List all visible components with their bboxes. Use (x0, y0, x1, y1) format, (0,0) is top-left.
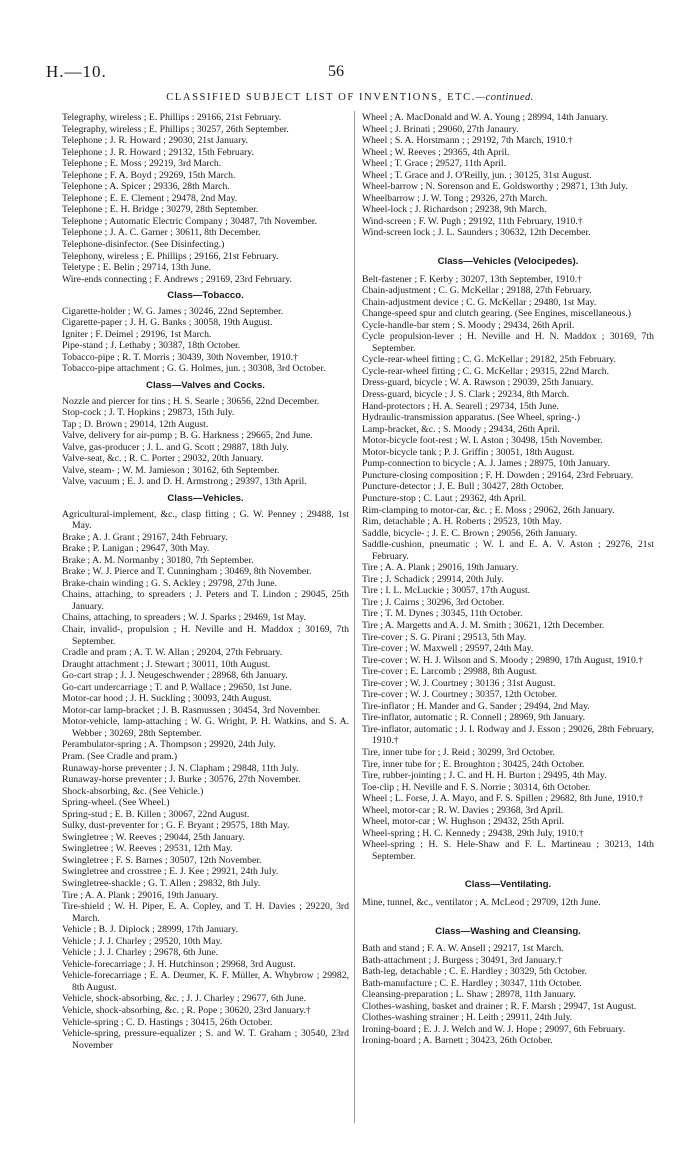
list-entry: Cleansing-preparation ; L. Shaw ; 28978, 11th January. (362, 989, 576, 1001)
list-entry: Tire-cover ; S. G. Pirani ; 29513, 5th May. (362, 631, 527, 643)
list-entry: Motor-car lamp-bracket ; J. B. Rasmussen ; 30454, 3rd November. (62, 704, 321, 716)
left-column (62, 112, 349, 1051)
list-entry: Swingletree ; W. Reeves ; 29044, 25th January. (62, 831, 245, 843)
list-entry: Tire-cover ; W. J. Courtney ; 30136 ; 31st August. (362, 677, 556, 689)
list-entry: Bath and stand ; F. A. W. Ansell ; 29217, 1st March. (362, 943, 564, 955)
list-entry: Brake ; P. Lanigan ; 29647, 30th May. (62, 543, 210, 555)
ventilating-list (362, 897, 654, 909)
list-entry: Vehicle-forecarriage ; J. H. Hutchinson ; 29968, 3rd August. (62, 958, 296, 970)
page-title-suffix: —continued. (475, 92, 534, 103)
list-entry: Sulky, dust-preventer for ; G. F. Bryant ; 29575, 18th May. (62, 820, 290, 832)
list-entry: Tire ; A. A. Plank ; 29016, 19th January. (62, 889, 219, 901)
list-entry: Ironing-board ; E. J. J. Welch and W. J. Hope ; 29097, 6th February. (362, 1023, 626, 1035)
list-entry: Motor-bicycle foot-rest ; W. I. Aston ; 30498, 15th November. (362, 435, 603, 447)
list-entry: Telegraphy, wireless ; E. Phillips ; 30257, 26th September. (62, 123, 289, 135)
right-column (362, 112, 654, 1047)
list-entry: Toe-clip ; H. Neville and F. S. Norrie ; 30314, 6th October. (362, 781, 591, 793)
list-entry: Cycle-handle-bar stem ; S. Moody ; 29434, 26th April. (362, 319, 575, 331)
list-entry: Telephone ; E. H. Bridge ; 30279, 28th September. (62, 204, 259, 216)
document-reference: H.—10. (46, 62, 107, 81)
list-entry: Tire ; T. M. Dynes ; 30345, 11th October. (362, 608, 523, 620)
list-entry: Brake ; A. J. Grant ; 29167, 24th February. (62, 531, 228, 543)
list-entry: Tire, rubber-jointing ; J. C. and H. H. Burton ; 29495, 4th May. (362, 770, 607, 782)
list-entry: Chain-adjustment device ; C. G. McKellar ; 29480, 1st May. (362, 296, 597, 308)
list-entry: Telephony, wireless ; E. Phillips ; 29166, 21st February. (62, 250, 279, 262)
tobacco-list (62, 306, 349, 375)
list-entry: Go-cart undercarriage ; T. and P. Wallace ; 29650, 1st June. (62, 681, 292, 693)
list-entry: Saddle-cushion, pneumatic ; W. I. and E. A. V. Aston ; 29276, 21st February. (362, 539, 654, 562)
list-entry: Vehicle-forecarriage ; E. A. Deumer, K. F. Müller, A. Whybrow ; 29982, 8th August. (62, 970, 349, 993)
list-entry: Puncture-detector ; J. E. Bull ; 30427, 28th October. (362, 481, 564, 493)
list-entry: Tire-cover ; E. Larcomb ; 29988, 8th August. (362, 666, 538, 678)
list-entry: Hydraulic-transmission apparatus. (See Wheel, spring-.) (362, 412, 580, 424)
list-entry: Wheel-barrow ; N. Sorenson and E. Goldsworthy ; 29871, 13th July. (362, 181, 628, 193)
list-entry: Puncture-closing composition ; F. H. Dowden ; 29164, 23rd February. (362, 469, 634, 481)
list-entry: Tire-inflator ; H. Mander and G. Sander ; 29494, 2nd May. (362, 700, 590, 712)
list-entry: Swingletree and crosstree ; E. J. Kee ; 29921, 24th July. (62, 866, 279, 878)
page-title (0, 92, 700, 103)
list-entry: Brake ; W. J. Pierce and T. Cunningham ; 30469, 8th November. (62, 566, 312, 578)
valves-list (62, 396, 349, 488)
list-entry: Tire-inflator, automatic ; R. Connell ; 28969, 9th January. (362, 712, 586, 724)
page-title-text: CLASSIFIED SUBJECT LIST OF INVENTIONS, ETC. (166, 92, 476, 103)
section-heading-tobacco: Class—Tobacco. (167, 290, 244, 302)
list-entry: Telephone-disinfector. (See Disinfecting.) (62, 239, 225, 251)
list-entry: Mine, tunnel, &c., ventilator ; A. McLeod ; 29709, 12th June. (362, 897, 601, 908)
list-entry: Clothes-washing strainer ; H. Leith ; 29911, 24th July. (362, 1012, 573, 1024)
list-entry: Brake ; A. M. Normanby ; 30180, 7th September. (62, 554, 254, 566)
list-entry: Wheel, motor-car ; W. Hughson ; 29432, 25th April. (362, 816, 565, 828)
section-heading-valves: Class—Valves and Cocks. (146, 380, 265, 392)
washing-list (362, 943, 654, 1047)
list-entry: Wheel ; S. A. Horstmann ; ; 29192, 7th March, 1910.† (362, 135, 573, 147)
list-entry: Tire, inner tube for ; E. Broughton ; 30425, 24th October. (362, 758, 585, 770)
list-entry: Tire-cover ; W. H. J. Wilson and S. Moody ; 29890, 17th August, 1910.† (362, 654, 644, 666)
list-entry: Wind-screen lock ; J. L. Saunders ; 30632, 12th December. (362, 227, 591, 239)
list-entry: Valve, vacuum ; E. J. and D. H. Armstrong ; 29397, 13th April. (62, 476, 307, 488)
list-entry: Motor-vehicle, lamp-attaching ; W. G. Wright, P. H. Watkins, and S. A. Webber ; 30269, 28th September. (62, 716, 349, 739)
list-entry: Brake-chain winding ; G. S. Ackley ; 29798, 27th June. (62, 577, 277, 589)
list-entry: Wheel-lock ; J. Richardson ; 29238, 9th March. (362, 204, 547, 216)
list-entry: Wind-screen ; F. W. Pugh ; 29192, 11th February, 1910.† (362, 215, 583, 227)
list-entry: Motor-bicycle tank ; P. J. Griffin ; 30051, 18th August. (362, 446, 575, 458)
list-entry: Draught attachment ; J. Stewart ; 30011, 10th August. (62, 658, 271, 670)
list-entry: Wheel ; L. Forse, J. A. Mayo, and F. S. Spillen ; 29682, 8th June, 1910.† (362, 793, 644, 805)
list-entry: Telephone ; J. A. C. Garner ; 30611, 8th December. (62, 227, 261, 239)
list-entry: Tire ; I. L. McLuckie ; 30057, 17th August. (362, 585, 531, 597)
list-entry: Puncture-stop ; C. Laut ; 29362, 4th April. (362, 492, 527, 504)
list-entry: Wheel ; J. Brinati ; 29060, 27th Janaury. (362, 123, 519, 135)
vehicles-list (62, 509, 349, 1052)
list-entry: Wheel, motor-car ; R. W. Davies ; 29368, 3rd April. (362, 804, 564, 816)
list-entry: Telephone ; Automatic Electric Company ; 30487, 7th November. (62, 215, 317, 227)
list-entry: Wheel ; W. Reeves ; 29365, 4th April. (362, 146, 510, 158)
telegraphy-telephone-list (62, 112, 349, 285)
list-entry: Chains, attaching, to spreaders ; W. J. Sparks ; 29469, 1st May. (62, 612, 306, 624)
list-entry: Valve, gas-producer ; J. L. and G. Scott ; 29887, 18th July. (62, 441, 289, 453)
list-entry: Tobacco-pipe ; R. T. Morris ; 30439, 30th November, 1910.† (62, 351, 298, 363)
list-entry: Wire-ends connecting ; F. Andrews ; 29169, 23rd February. (62, 273, 292, 285)
list-entry: Valve-seat, &c. ; R. C. Porter ; 29032, 20th January. (62, 453, 264, 465)
list-entry: Swingletree ; W. Reeves ; 29531, 12th May. (62, 843, 233, 855)
list-entry: Cradle and pram ; A. T. W. Allan ; 29204, 27th February. (62, 647, 283, 659)
list-entry: Clothes-washing, basket and drainer ; R. F. Marsh ; 29947, 1st August. (362, 1000, 637, 1012)
list-entry: Pram. (See Cradle and pram.) (62, 750, 178, 762)
list-entry: Pipe-stand ; J. Lethaby ; 30387, 18th October. (62, 340, 241, 352)
list-entry: Telephone ; A. Spicer ; 29336, 28th March. (62, 181, 230, 193)
list-entry: Telephone ; J. R. Howard ; 29132, 15th February. (62, 146, 254, 158)
list-entry: Chains, attaching, to spreaders ; J. Peters and T. Lindon ; 29045, 25th January. (62, 589, 349, 612)
list-entry: Spring-stud ; E. B. Killen ; 30067, 22nd August. (62, 808, 250, 820)
list-entry: Change-speed spur and clutch gearing. (See Engines, miscellaneous.) (362, 308, 632, 320)
list-entry: Telegraphy, wireless ; E. Phillips : 29166, 21st February. (62, 112, 282, 123)
list-entry: Cigarette-holder ; W. G. James ; 30246, 22nd September. (62, 305, 284, 317)
list-entry: Wheel ; A. MacDonald and W. A. Young ; 28994, 14th January. (362, 112, 609, 123)
section-heading-velocipedes: Class—Vehicles (Velocipedes). (437, 256, 579, 268)
column-divider (354, 111, 355, 1123)
list-entry: Agricultural-implement, &c., clasp fitting ; G. W. Penney ; 29488, 1st May. (62, 508, 349, 532)
list-entry: Chain-adjustment ; C. G. McKellar ; 29188, 27th February. (362, 285, 592, 297)
list-entry: Rim-clamping to motor-car, &c. ; E. Moss ; 29062, 26th January. (362, 504, 615, 516)
list-entry: Cycle propulsion-lever ; H. Neville and H. N. Maddox ; 30169, 7th September. (362, 331, 654, 354)
list-entry: Vehicle ; B. J. Diplock ; 28999, 17th January. (62, 924, 238, 936)
list-entry: Tire-cover ; W. Maxwell ; 29597, 24th May. (362, 643, 534, 655)
list-entry: Perambulator-spring ; A. Thompson ; 29920, 24th July. (62, 739, 276, 751)
list-entry: Belt-fastener ; F. Kerby ; 30207, 13th September, 1910.† (362, 273, 582, 285)
list-entry: Go-cart strap ; J. J. Neugeschwender ; 28968, 6th January. (62, 670, 288, 682)
list-entry: Teletype ; E. Belin ; 29714, 13th June. (62, 262, 211, 274)
list-entry: Tire ; A. A. Plank ; 29016, 19th January. (362, 562, 519, 574)
list-entry: Cycle-rear-wheel fitting ; C. G. McKellar ; 29315, 22nd March. (362, 365, 610, 377)
list-entry: Bath-manufacture ; C. E. Hardley ; 30347, 11th October. (362, 977, 582, 989)
list-entry: Tire-shield ; W. H. Piper, E. A. Copley, and T. H. Davies ; 29220, 3rd March. (62, 901, 349, 924)
list-entry: Telephone ; F. A. Boyd ; 29269, 15th March. (62, 169, 236, 181)
list-entry: Chair, invalid-, propulsion ; H. Neville and H. Maddox ; 30169, 7th September. (62, 623, 349, 647)
list-entry: Wheel-spring ; H. C. Kennedy ; 29438, 29th July, 1910.† (362, 827, 584, 839)
list-entry: Valve, delivery for air-pump ; B. G. Harkness ; 29665, 2nd June. (62, 430, 313, 442)
section-heading-washing: Class—Washing and Cleansing. (435, 925, 581, 937)
list-entry: Tire, inner tube for ; J. Reid ; 30299, 3rd October. (362, 746, 555, 758)
list-entry: Tobacco-pipe attachment ; G. G. Holmes, jun. ; 30308, 3rd October. (62, 363, 326, 375)
list-entry: Swingletree-shackle ; G. T. Allen ; 29832, 8th July. (62, 878, 261, 889)
list-entry: Motor-car hood ; J. H. Suckling ; 30093, 24th August. (62, 693, 272, 705)
list-entry: Swingletree ; F. S. Barnes ; 30507, 12th November. (62, 854, 262, 866)
velocipedes-list (362, 274, 654, 863)
wheel-list (362, 112, 654, 239)
list-entry: Wheel ; T. Grace and J. O'Reilly, jun. ; 30125, 31st August. (362, 169, 592, 181)
list-entry: Bath-attachment ; J. Burgess ; 30491, 3rd January.† (362, 954, 562, 966)
list-entry: Cycle-rear-wheel fitting ; C. G. McKellar ; 29182, 25th February. (362, 354, 616, 366)
list-entry: Wheel ; T. Grace ; 29527, 11th April. (362, 158, 507, 170)
list-entry: Hand-protectors ; H. A. Searell ; 29734, 15th June. (362, 400, 559, 412)
list-entry: Shock-absorbing, &c. (See Vehicle.) (62, 785, 204, 797)
list-entry: Dress-guard, bicycle ; W. A. Rawson ; 29039, 25th January. (362, 377, 594, 389)
list-entry: Nozzle and piercer for tins ; H. S. Searle ; 30656, 22nd December. (62, 395, 320, 407)
list-entry: Bath-leg, detachable ; C. E. Hardley ; 30329, 5th October. (362, 966, 587, 978)
list-entry: Stop-cock ; J. T. Hopkins ; 29873, 15th July. (62, 407, 235, 419)
list-entry: Dress-guard, bicycle ; J. S. Clark ; 29234, 8th March. (362, 389, 570, 401)
list-entry: Vehicle ; J. J. Charley ; 29678, 6th June. (62, 947, 219, 959)
list-entry: Runaway-horse preventer ; J. Burke ; 30576, 27th November. (62, 774, 301, 786)
list-entry: Telephone ; J. R. Howard ; 29030, 21st January. (62, 135, 248, 147)
list-entry: Cigarette-paper ; J. H. G. Banks ; 30058, 19th August. (62, 317, 273, 329)
list-entry: Ironing-board ; A. Barnett ; 30423, 26th October. (362, 1035, 553, 1047)
list-entry: Tire-inflator, automatic ; J. I. Rodway and J. Esson ; 29026, 28th February, 1910.† (362, 723, 654, 747)
list-entry: Telephone ; E. E. Clement ; 29478, 2nd May. (62, 192, 238, 204)
section-heading-vehicles: Class—Vehicles. (167, 492, 244, 504)
list-entry: Tire ; J. Cairns ; 30296, 3rd October. (362, 596, 505, 608)
list-entry: Runaway-horse preventer ; J. N. Clapham ; 29848, 11th July. (62, 762, 299, 774)
list-entry: Vehicle, shock-absorbing, &c. ; R. Pope ; 30620, 23rd January.† (62, 1005, 311, 1017)
list-entry: Lamp-bracket, &c. ; S. Moody ; 29434, 26th April. (362, 423, 560, 435)
list-entry: Valve, steam- ; W. M. Jamieson ; 30162, 6th September. (62, 464, 280, 476)
list-entry: Igniter ; F. Deimel ; 29196, 1st March. (62, 328, 212, 340)
list-entry: Vehicle-spring, pressure-equalizer ; S. and W. T. Graham ; 30540, 23rd November (62, 1028, 349, 1051)
list-entry: Saddle, bicycle- ; J. E. C. Brown ; 29056, 26th January. (362, 527, 578, 539)
list-entry: Tire ; J. Schadick ; 29914, 20th July. (362, 573, 504, 585)
list-entry: Pump-connection to bicycle ; A. J. James ; 28975, 10th January. (362, 458, 610, 470)
list-entry: Spring-wheel. (See Wheel.) (62, 797, 170, 809)
list-entry: Vehicle, shock-absorbing, &c. ; J. J. Charley ; 29677, 6th June. (62, 993, 307, 1005)
list-entry: Wheelbarrow ; J. W. Tong ; 29326, 27th March. (362, 192, 548, 204)
list-entry: Tire-cover ; W. J. Courtney ; 30357, 12th October. (362, 689, 557, 701)
list-entry: Tap ; D. Brown ; 29014, 12th August. (62, 418, 209, 430)
list-entry: Telephone ; E. Moss ; 29219, 3rd March. (62, 158, 222, 170)
list-entry: Vehicle-spring ; C. D. Hastings ; 30415, 26th October. (62, 1016, 273, 1028)
page-number: 56 (328, 63, 344, 80)
list-entry: Rim, detachable ; A. H. Roberts ; 29523, 10th May. (362, 516, 562, 528)
list-entry: Wheel-spring ; H. S. Hele-Shaw and F. L. Martineau ; 30213, 14th September. (362, 839, 654, 862)
section-heading-ventilating: Class—Ventilating. (464, 879, 552, 891)
list-entry: Vehicle ; J. J. Charley ; 29520, 10th May. (62, 935, 223, 947)
list-entry: Tire ; A. Margetts and A. J. M. Smith ; 30621, 12th December. (362, 619, 605, 631)
